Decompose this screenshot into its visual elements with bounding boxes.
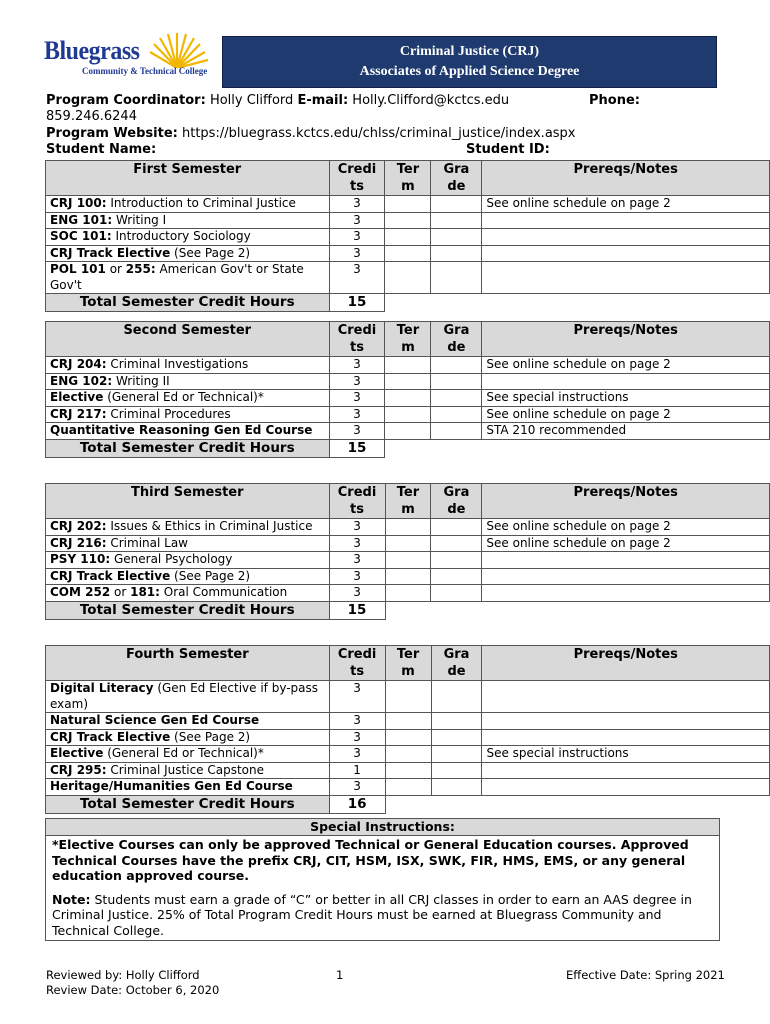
course-code-alt: 181: [130,585,160,599]
credits-cell: 3 [329,245,385,262]
course-code: Digital Literacy [50,681,154,695]
course-name: Criminal Procedures [106,406,231,421]
term-cell[interactable] [385,229,431,246]
course-or: or [105,262,126,276]
grade-cell[interactable] [431,762,482,779]
course-code: Quantitative Reasoning Gen Ed Course [50,423,313,437]
review-info [46,968,219,998]
notes-cell [482,762,770,779]
course-code: CRJ 202: [50,519,107,533]
notes-cell [482,568,770,585]
credits-header: Credi ts [329,646,385,681]
course-cell [46,746,330,763]
course-name: Issues & Ethics in Criminal Justice [106,519,313,533]
course-name: American Gov't or State Gov't [50,262,308,292]
course-code: CRJ Track Elective [50,245,171,260]
semester-table [45,160,770,312]
website-label: Program Website: [46,126,178,141]
page-number: 1 [336,968,344,982]
course-cell [46,357,330,374]
total-label: Total Semester Credit Hours [46,601,330,619]
course-code: CRJ 100: [50,196,107,210]
course-cell [46,762,330,779]
grade-cell[interactable] [431,196,482,213]
grade-cell[interactable] [431,423,482,440]
term-cell[interactable] [385,746,431,763]
sunburst-icon [144,32,210,68]
logo-name: Bluegrass [44,36,140,65]
notes-cell: STA 210 recommended [482,423,770,440]
notes-cell [482,262,770,294]
course-code: CRJ Track Elective [50,568,171,583]
table-row [46,519,770,536]
course-code: PSY 110: [50,552,111,566]
credits-cell: 3 [329,357,385,374]
course-cell [46,406,330,423]
term-cell[interactable] [385,212,431,229]
credits-cell: 3 [329,568,385,585]
grade-cell[interactable] [431,229,482,246]
notes-cell [482,245,770,262]
special-instructions-title: Special Instructions: [46,819,719,836]
course-name: Introduction to Criminal Justice [106,196,296,210]
term-cell[interactable] [385,729,431,746]
notes-cell [482,681,770,713]
credits-cell: 1 [329,762,385,779]
grade-cell[interactable] [431,779,482,796]
course-cell [46,390,330,407]
course-code: ENG 101: [50,212,113,227]
table-row [46,779,770,796]
notes-cell: See online schedule on page 2 [482,357,770,374]
course-name: Criminal Law [106,535,188,550]
term-cell[interactable] [385,390,431,407]
note-text: Students must earn a grade of “C” or better in all CRJ classes in order to earn an AAS degree in Criminal Justice. 25% of Total Program Credit Hours must be earned at Bluegrass Community and Technical College. [52,891,692,938]
grade-cell[interactable] [431,245,482,262]
notes-cell [482,373,770,390]
course-cell [46,423,330,440]
course-cell [46,585,330,602]
semester-table [45,321,770,458]
grade-cell[interactable] [431,262,482,294]
credits-cell: 3 [329,519,385,536]
semester-table [45,483,770,620]
grade-cell[interactable] [431,535,482,552]
grade-cell[interactable] [431,552,482,569]
course-or: or [110,585,131,599]
semester-title: Third Semester [46,484,330,519]
grade-header: Gra de [431,161,482,196]
term-cell[interactable] [385,535,431,552]
table-row [46,262,770,294]
table-row [46,535,770,552]
course-code: ENG 102: [50,373,113,388]
grade-header: Gra de [431,322,482,357]
coordinator-label: Program Coordinator: [46,93,206,108]
table-row [46,406,770,423]
credits-cell: 3 [329,535,385,552]
total-label: Total Semester Credit Hours [46,294,330,312]
course-code: CRJ Track Elective [50,729,171,744]
total-credits: 15 [329,439,385,457]
course-cell [46,373,330,390]
special-instructions [45,818,720,941]
grade-cell[interactable] [431,406,482,423]
course-name: Oral Communication [159,585,288,599]
college-logo [44,36,214,82]
table-row [46,585,770,602]
term-cell[interactable] [385,713,431,730]
student-name-label: Student Name: [46,142,157,157]
term-cell[interactable] [385,423,431,440]
website-line [46,126,576,142]
course-cell [46,245,330,262]
note-paragraph [52,892,713,939]
grade-header: Gra de [431,484,482,519]
table-row [46,713,770,730]
credits-cell: 3 [329,585,385,602]
table-row [46,423,770,440]
table-header-row [46,161,770,196]
total-credits: 16 [329,795,385,813]
course-code: Elective [50,390,104,404]
term-cell[interactable] [385,568,431,585]
grade-header: Gra de [431,646,482,681]
grade-cell[interactable] [431,373,482,390]
credits-cell: 3 [329,262,385,294]
credits-cell: 3 [329,212,385,229]
table-row [46,568,770,585]
table-row [46,681,770,713]
grade-cell[interactable] [431,713,482,730]
course-code: Natural Science Gen Ed Course [50,713,260,727]
total-credits: 15 [329,601,385,619]
total-label: Total Semester Credit Hours [46,439,330,457]
banner-title: Criminal Justice (CRJ) [399,44,540,59]
table-row [46,229,770,246]
term-cell[interactable] [385,585,431,602]
credits-cell: 3 [329,196,385,213]
course-name: Writing II [112,373,170,388]
course-name: (See Page 2) [170,568,251,583]
credits-cell: 3 [329,713,385,730]
term-cell[interactable] [385,519,431,536]
credits-cell: 3 [329,746,385,763]
course-code: CRJ 217: [50,406,107,421]
term-header: Ter m [385,484,431,519]
total-row [46,795,770,813]
course-cell [46,519,330,536]
phone-label: Phone: [589,93,640,108]
grade-cell[interactable] [431,681,482,713]
credits-header: Credi ts [329,322,385,357]
notes-header: Prereqs/Notes [482,322,770,357]
notes-cell: See special instructions [482,746,770,763]
review-date: Review Date: October 6, 2020 [46,983,220,997]
grade-cell[interactable] [431,390,482,407]
course-code: CRJ 216: [50,535,107,550]
credits-header: Credi ts [329,161,385,196]
table-row [46,196,770,213]
course-cell [46,568,330,585]
course-cell [46,681,330,713]
table-row [46,552,770,569]
notes-cell: See online schedule on page 2 [482,535,770,552]
website-link[interactable]: https://bluegrass.kctcs.edu/chlss/criminal_justice/index.aspx [182,126,576,141]
grade-cell[interactable] [431,212,482,229]
banner-subtitle: Associates of Applied Science Degree [359,64,580,79]
notes-cell: See online schedule on page 2 [482,196,770,213]
phone-value: 859.246.6244 [46,109,137,124]
notes-cell [482,229,770,246]
table-row [46,357,770,374]
notes-cell [482,729,770,746]
notes-cell [482,779,770,796]
notes-cell [482,552,770,569]
table-row [46,729,770,746]
course-code: COM 252 [50,585,111,599]
student-id-label: Student ID: [466,142,550,157]
course-name: Writing I [112,212,167,227]
coordinator-line [46,93,509,109]
notes-header: Prereqs/Notes [482,646,770,681]
course-name: (See Page 2) [170,729,251,744]
credits-cell: 3 [329,373,385,390]
table-row [46,373,770,390]
table-row [46,762,770,779]
credits-cell: 3 [329,390,385,407]
total-row [46,439,770,457]
notes-header: Prereqs/Notes [482,161,770,196]
grade-cell[interactable] [431,357,482,374]
total-row [46,294,770,312]
term-header: Ter m [385,322,431,357]
term-cell[interactable] [385,681,431,713]
credits-cell: 3 [329,779,385,796]
notes-header: Prereqs/Notes [482,484,770,519]
notes-cell [482,585,770,602]
notes-cell [482,212,770,229]
credits-cell: 3 [329,423,385,440]
total-credits: 15 [329,294,385,312]
course-code: CRJ 204: [50,357,107,371]
grade-cell[interactable] [431,729,482,746]
credits-cell: 3 [329,406,385,423]
course-name: Criminal Investigations [106,357,249,371]
term-cell[interactable] [385,406,431,423]
coordinator-name: Holly Clifford [209,93,294,108]
term-cell[interactable] [385,245,431,262]
program-banner [222,36,717,88]
course-name: Introductory Sociology [111,229,251,243]
reviewed-by: Reviewed by: Holly Clifford [46,968,200,982]
course-cell [46,779,330,796]
credits-cell: 3 [329,681,385,713]
note-label: Note: [52,891,91,907]
course-cell [46,535,330,552]
email-label: E-mail: [297,93,349,108]
course-cell [46,262,330,294]
course-code: Heritage/Humanities Gen Ed Course [50,779,293,793]
course-code: SOC 101: [50,229,112,243]
course-name: (General Ed or Technical)* [103,390,264,404]
grade-cell[interactable] [431,746,482,763]
semester-title: Fourth Semester [46,646,330,681]
notes-cell: See online schedule on page 2 [482,406,770,423]
term-cell[interactable] [385,262,431,294]
semester-title: First Semester [46,161,330,196]
course-name: General Psychology [110,552,233,566]
course-name: Criminal Justice Capstone [106,762,265,777]
table-row [46,212,770,229]
course-code: Elective [50,746,104,760]
course-name: (See Page 2) [170,245,251,260]
total-label: Total Semester Credit Hours [46,795,330,813]
credits-cell: 3 [329,229,385,246]
grade-cell[interactable] [431,568,482,585]
table-header-row [46,322,770,357]
course-cell [46,196,330,213]
term-cell[interactable] [385,373,431,390]
term-cell[interactable] [385,357,431,374]
table-row [46,245,770,262]
course-cell [46,713,330,730]
course-cell [46,212,330,229]
credits-cell: 3 [329,729,385,746]
table-row [46,746,770,763]
logo-subtitle: Community & Technical College [82,66,208,76]
course-code-alt: 255: [125,262,156,276]
table-header-row [46,484,770,519]
term-cell[interactable] [385,552,431,569]
course-name: (Gen Ed Elective if by-pass exam) [50,681,322,711]
term-cell[interactable] [385,762,431,779]
course-code: POL 101 [50,262,106,276]
semester-title: Second Semester [46,322,330,357]
grade-cell[interactable] [431,585,482,602]
grade-cell[interactable] [431,519,482,536]
elective-instruction: *Elective Courses can only be approved Technical or General Education courses. Approved Technical Courses have the prefix CRJ, CIT, HSM, ISX, SWK, FIR, HMS, EMS, or any general education approved course. [52,837,689,883]
course-cell [46,229,330,246]
table-header-row [46,646,770,681]
term-cell[interactable] [385,196,431,213]
semester-table [45,645,770,814]
course-cell [46,552,330,569]
credits-header: Credi ts [329,484,385,519]
notes-cell: See special instructions [482,390,770,407]
total-row [46,601,770,619]
table-row [46,390,770,407]
notes-cell: See online schedule on page 2 [482,519,770,536]
term-header: Ter m [385,161,431,196]
term-cell[interactable] [385,779,431,796]
notes-cell [482,713,770,730]
course-code: CRJ 295: [50,762,107,777]
effective-date: Effective Date: Spring 2021 [566,968,725,982]
course-cell [46,729,330,746]
credits-cell: 3 [329,552,385,569]
term-header: Ter m [385,646,431,681]
course-name: (General Ed or Technical)* [103,746,264,760]
email-value[interactable]: Holly.Clifford@kctcs.edu [352,93,510,108]
